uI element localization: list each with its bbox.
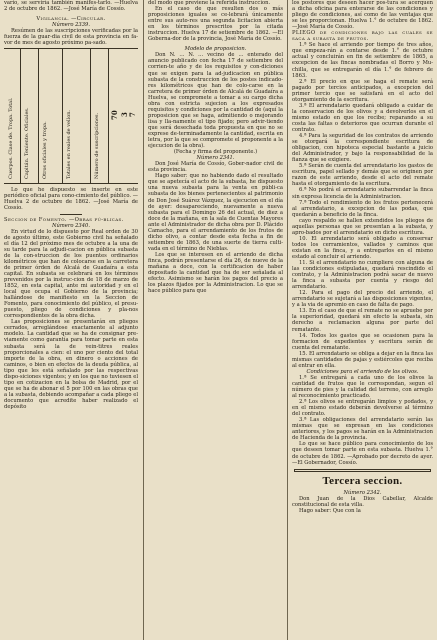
col3-paragraph-f: 13. En el caso de que el remate no se apruebe por la superioridad, quedará sin efecto la subasta, sin derecho a reclamacion alguna por parte del rematante. — [292, 308, 433, 333]
notice-2339-text: Resúmen de las suscripciones verificadas por la fuerza de la guar-dia civil de esta provincia en fa-vor de mes de agosto próximo pa-sado. — [4, 28, 138, 47]
notice-2340-text-2: Las proposiciones se presentarán en pliegos cerrados, arreglándose exactamente al adjunto modelo. La cantidad que se ha de consignar pre-viamente como garantía para tomar parte en esta subasta será la de vein-titres reales proporcionales a cien: el uno por ciento del total importe de la obra, en dinero o acciones de caminos, o bien en efectos de la deuda pública, al tipo que les está señalado por las respectivas dispo-siciones vigentes; y en los que no tuviesen el tipo en cotizacion en la bolsa de Madrid, por el que se ha de abonar el 5 por 100 en las obras que a la subasta, debiendo acompañar a cada pliego el documento que acredite haber realizado el depósito — [4, 319, 138, 410]
divider — [60, 214, 82, 215]
vigilancia-circular-heading: Vigilancia. —Circular. — [36, 16, 106, 23]
table-total-value-2: 7 — [128, 112, 137, 118]
table-sub-value: 3 — [120, 112, 129, 118]
column-3 — [292, 0, 433, 640]
condiciones-text-3: 3.ª Las obligaciones del arrendatario serán las mismas que se expresan en las condiciones anteriores, y los pagos se harán en la Administracion de Hacienda de la provincia. — [292, 417, 433, 442]
col1-top-paragraph: vario, se serviría también manifes-tarlo. —Huelva 2 de octubre de 1862. —José María de Cossío. — [4, 0, 138, 13]
pliego-text-4: 4.ª Para la seguridad de los contratos de arriendo se otorgará la correspondiente escritura de obligacion, con hipoteca especial bastante a juicio del Administrador, y bajo la responsabilidad de la fianza que se exigiere. — [292, 133, 433, 164]
column-2 — [148, 0, 283, 640]
notice-2342-text-2: Hago saber: Que con la — [299, 507, 361, 514]
column-rule-2 — [287, 0, 288, 640]
notice-2342-number: Número 2342. — [343, 489, 382, 496]
col3-paragraph-d: 11. Si el arrendatario no cumpliere con alguna de las condiciones estipuladas, quedará rescindido el contrato, y la Administracion podrá sacar de nuevo la finca a subasta por cuenta y riesgo del arrendatario. — [292, 260, 433, 291]
modelo-heading: Modelo de proposicion. — [184, 46, 247, 53]
table-column-2: Otros oficiales y tropa. — [42, 121, 48, 180]
condiciones-text-1: 1.ª Se entregará a cada uno de los olivos la cantidad de frutos que le correspondan, segun el número de pies y la calidad del terreno, con arreglo al reconocimiento practicado. — [292, 374, 433, 400]
pliego-text-5: 5.ª Serán de cuenta del arrendatario los gastos de escritura, papel sellado y demás que se originen por razon de este arriendo, desde el acto del remate hasta el otorgamiento de la escritura. — [292, 163, 433, 188]
col3-paragraph-h: 15. El arrendatario se obliga a dejar en la finca las mismas cantidades de pajas y estiércoles que reciba al entrar en ella. — [292, 350, 433, 369]
col2-paragraph-2: En el caso de que resulten dos o más proposiciones iguales se ce-lebrará únicamente entre sus auto-res una segunda licitacion abierta en los términos prescritos por la citada instruccion. Huelva 17 de setiembre de 1862. —El Goberna-dor de la provincia, José María de Cossío. — [148, 6, 283, 43]
condiciones-text-2: 2.ª Los olivos se entregarán limpios y podados, y en el mismo estado deberán devolverse al término del contrato. — [292, 399, 433, 418]
notice-2341-text-3: Los que se interesen en el arriendo de dicha finca, podrán presentarse el día 26, de nueve de la mañana a doce, con la certificacion de haber depositado la cantidad que ha de ser señalada al efecto. Asimismo se harán los pagos del precio a los plazos fijados por la Administracion. Lo que se hace público para que — [148, 251, 283, 295]
table-column-1: Capitán. Teniente. Oficiales. — [24, 107, 30, 180]
column-rule-1 — [143, 0, 144, 640]
notice-2341-text-2: Hago saber: que no habiendo dado el resultado que se apetecía el acto de la subasta, he dispuesto una nueva subasta para la venta en públi-ca subasta de los bienes pertenecientes al patrimonio de Don José Suárez Vázquez, la ejecucion en el día de ayer: desapareciendo, nuevamente a nueva subasta para el Domingo 26 del actual, de diez a doce de la mañana, en la sala de Cuentas Mayores ante el Administrador de dicha obra por D. Plácido Camacho, para el arrendamiento de los frutos de dicho olivo, a contar desde esta fecha a fin de setiembre de 1863, de una suerte de tierra culti-vada en el término de Nieblas. — [148, 173, 283, 252]
subscriptions-table — [4, 48, 138, 184]
col3-paragraph-a: los postores que deseen hacer pos-tura se acerquen a dicha oficina para enterarse de las condiciones y pliego de condiciones, así como de las ventajas que se les proporcionan. Huelva 1.° de octubre de 1862. —José María de Cossío. — [292, 0, 433, 31]
pliego-text-1: 1.ª Se hace el arriendo por tiempo de tres años, que empeza-rán a contarse desde 1.° de octubre actual y concluirán en fin de setiembre de 1865, a excepcion de las fincas nombradas el Borro y Mu-chilla, que se entregarán el día 1.° de febrero de 1863. — [292, 42, 433, 79]
pliego-text-3: 3.ª El arrendatario quedará obligado a cuidar de la conservacion de los olivos y a devolverlos en el mismo estado en que los recibe; reparando a su costa las faltas o deterioros que ocurran durante el contrato. — [292, 102, 433, 133]
notice-2340-text: En virtud de lo dispuesto por Real orden de 30 de agosto último, este Gobierno civil ha señalado el día 12 del próximo mes de octubre a la una de su tarde para la adjudi-cacion en pública subasta de la con-struccion de los puentes ordinarios kilométricos que han de colocarse en la carretera de primer órden de Alcalá de Guadaíra a esta capital. En subasta se celebrará en los términos prevenidos por la instruc-cion de 18 de marzo de 1852, en esta capital, ante mi autoridad y en el local que ocupa el Gobierno de la provincia; hallándose de manifiesto en la Seccion de Fomento, para conocimiento del público, el presu-puesto, pliego de condiciones y pla-nos correspondientes de la obra dicha. — [4, 228, 138, 320]
tercera-seccion-heading: Tercera seccion. — [322, 474, 403, 487]
pliego-text-6: 6.ª No podrá el arrendatario subarrendar la finca sin expresa licencia de la Administracion. — [292, 187, 433, 200]
col2-top-paragraph: del modo que previene la referida instruccion. — [148, 0, 271, 6]
pliego-text-2: 2.ª El precio en que se haga el remate será pagado por tercios anticipados, a excepcion del primer tercio que se satisfará en el acto del otorgamiento de la escritura. — [292, 78, 433, 103]
notice-2340-number: Número 2340. — [52, 222, 90, 229]
pliego-text-7: 7.ª Todo el rendimiento de los frutos pertenecerá al arrendatario, a excepcion de las podas, que quedarán a beneficio de la finca. — [292, 199, 433, 218]
col3-paragraph-b: cayo respaldo se hallen extendidos los pliegos de aquellas personas que se presentan a la subasta, y apro-bados por el arrendatario en dicho escritura. — [292, 217, 433, 236]
notice-2342-text: Don Juan de la Dios Cabellar, Alcalde constitucional de esta villa. — [292, 495, 433, 508]
fecha-firma: (Fecha y firma del proponente.) — [173, 149, 258, 156]
table-column-3: Totales en reales de vellon. — [66, 110, 72, 180]
fomento-section-heading: Seccion de Fomento. —Obras pú-blicas. — [4, 216, 124, 223]
column-1 — [4, 0, 138, 640]
col3-paragraph-g: 14. Todos los gastos que se ocasionen para la formacion de expedientes y escritura serán de cuenta del rematante. — [292, 332, 433, 351]
notice-2341-text: Don José María de Cossío, Gober-nador civil de esta provincia. — [148, 161, 283, 174]
table-header-left: Cuerpos. Clase de. Tropa. Total. — [8, 97, 14, 180]
table-column-4: Número de suscripciones. — [94, 113, 100, 180]
pliego-heading: PLIEGO de condiciones bajo las cuales se saca a subasta de frutos. — [292, 30, 433, 43]
modelo-text: Don N. ... N. ... vecino de ... enterado del anuncio publicado con fecha 17 de setiembre del corrien-te año y de los requisitos y con-diciones que se exigen para la ad-judicacion en pública subasta de la construccion de los postes indicado-res kilométricos que han de colo-carse en la carretera de primer órden de Alcalá de Guadaíra a Huelva, se compromete a tomar a su cargo dicha obra con estricta sujecion a los expresados requisitos y condiciones por la cantidad de (aquí la proposicion que se haga, admitiendo o mejorando lisa y lla-namente el tipo fijado; pero advir-tiendo que será desechada toda propuesta en que no se exprese de-terminadamente la cantidad, escrita en letra, por la que se compromete el proponente a la ejecucion de la obra). — [148, 52, 283, 150]
after-table-paragraph: Lo que he dispuesto se inserte en este periódico oficial para cono-cimiento del público. —Huelva 2 de octubre de 1862. —José María de Cossío. — [4, 187, 138, 212]
col3-paragraph-c: 10. El arrendatario será obligado a conservar todos los cerramientos, vallados y caminos que existan en la finca, y a entregarlos en el mismo estado al concluir el arriendo. — [292, 235, 433, 260]
condiciones-heading: Condiciones para el arriendo de los olivos. — [306, 368, 419, 375]
notice-2341-number: Número 2341. — [196, 155, 235, 162]
notice-2339-number: Número 2339. — [52, 22, 90, 29]
table-total-value: 70 — [110, 110, 119, 121]
closing-paragraph: Lo que se hace público para conocimiento de los que deseen tomar parte en esta subasta. Huelva 1.° de octubre de 1862. —Aprobado por decreto de ayer. —El Gobernador, Cossío. — [292, 441, 433, 466]
col3-paragraph-e: 12. Para el pago del precio del arriendo, el arrendatario se sujetará a las disposiciones vigentes, y a la via de apremio en caso de falta de pago. — [292, 290, 433, 309]
section-double-rule — [294, 469, 431, 472]
